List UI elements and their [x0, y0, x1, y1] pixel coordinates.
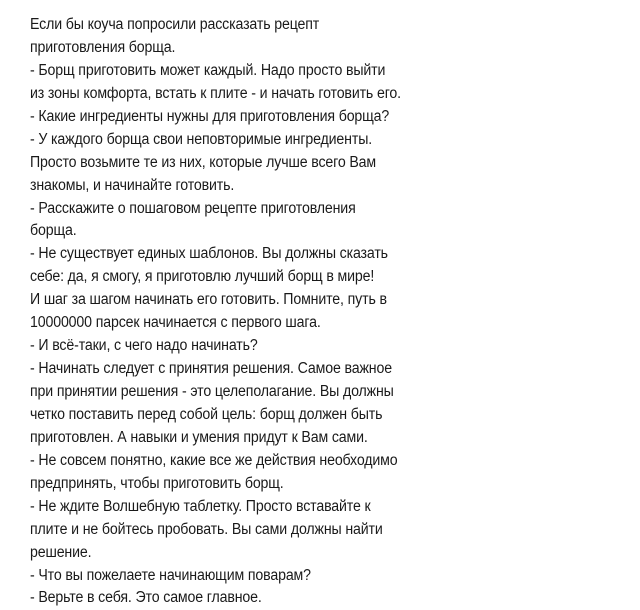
text-line: Просто возьмите те из них, которые лучше всего Вам — [30, 153, 377, 171]
text-line: - Расскажите о пошаговом рецепте приготовления — [30, 199, 356, 217]
text-line: - Что вы пожелаете начинающим поварам? — [30, 566, 311, 584]
text-line: из зоны комфорта, встать к плите - и начать готовить его. — [30, 84, 401, 102]
text-line: плите и не бойтесь пробовать. Вы сами должны найти — [30, 520, 383, 538]
text-line: 10000000 парсек начинается с первого шага. — [30, 314, 321, 332]
text-line: приготовления борща. — [30, 38, 176, 56]
joke-text — [30, 14, 582, 610]
text-line: - Не существует единых шаблонов. Вы должны сказать — [30, 245, 388, 263]
text-line: - И всё-таки, с чего надо начинать? — [30, 337, 258, 355]
text-line: приготовлен. А навыки и умения придут к Вам сами. — [30, 428, 368, 446]
text-line: четко поставить перед собой цель: борщ должен быть — [30, 405, 383, 423]
text-line: - Не ждите Волшебную таблетку. Просто вставайте к — [30, 497, 371, 515]
text-line: - Начинать следует с принятия решения. Самое важное — [30, 360, 392, 378]
text-line: при принятии решения - это целеполагание. Вы должны — [30, 383, 394, 400]
text-line: - Верьте в себя. Это самое главное. — [30, 589, 262, 607]
text-line: Если бы коуча попросили рассказать рецепт — [30, 16, 320, 33]
text-line: решение. — [30, 543, 92, 561]
text-line: знакомы, и начинайте готовить. — [30, 176, 235, 194]
text-line: - Не совсем понятно, какие все же действия необходимо — [30, 451, 398, 469]
text-line: И шаг за шагом начинать его готовить. Помните, путь в — [30, 291, 387, 309]
text-line: - Борщ приготовить может каждый. Надо просто выйти — [30, 61, 386, 79]
text-line: предпринять, чтобы приготовить борщ. — [30, 474, 284, 492]
text-line: - У каждого борща свои неповторимые ингредиенты. — [30, 130, 373, 148]
text-line: - Какие ингредиенты нужны для приготовления борща? — [30, 107, 390, 125]
text-line: себе: да, я смогу, я приготовлю лучший борщ в мире! — [30, 268, 375, 286]
text-line: борща. — [30, 222, 77, 240]
